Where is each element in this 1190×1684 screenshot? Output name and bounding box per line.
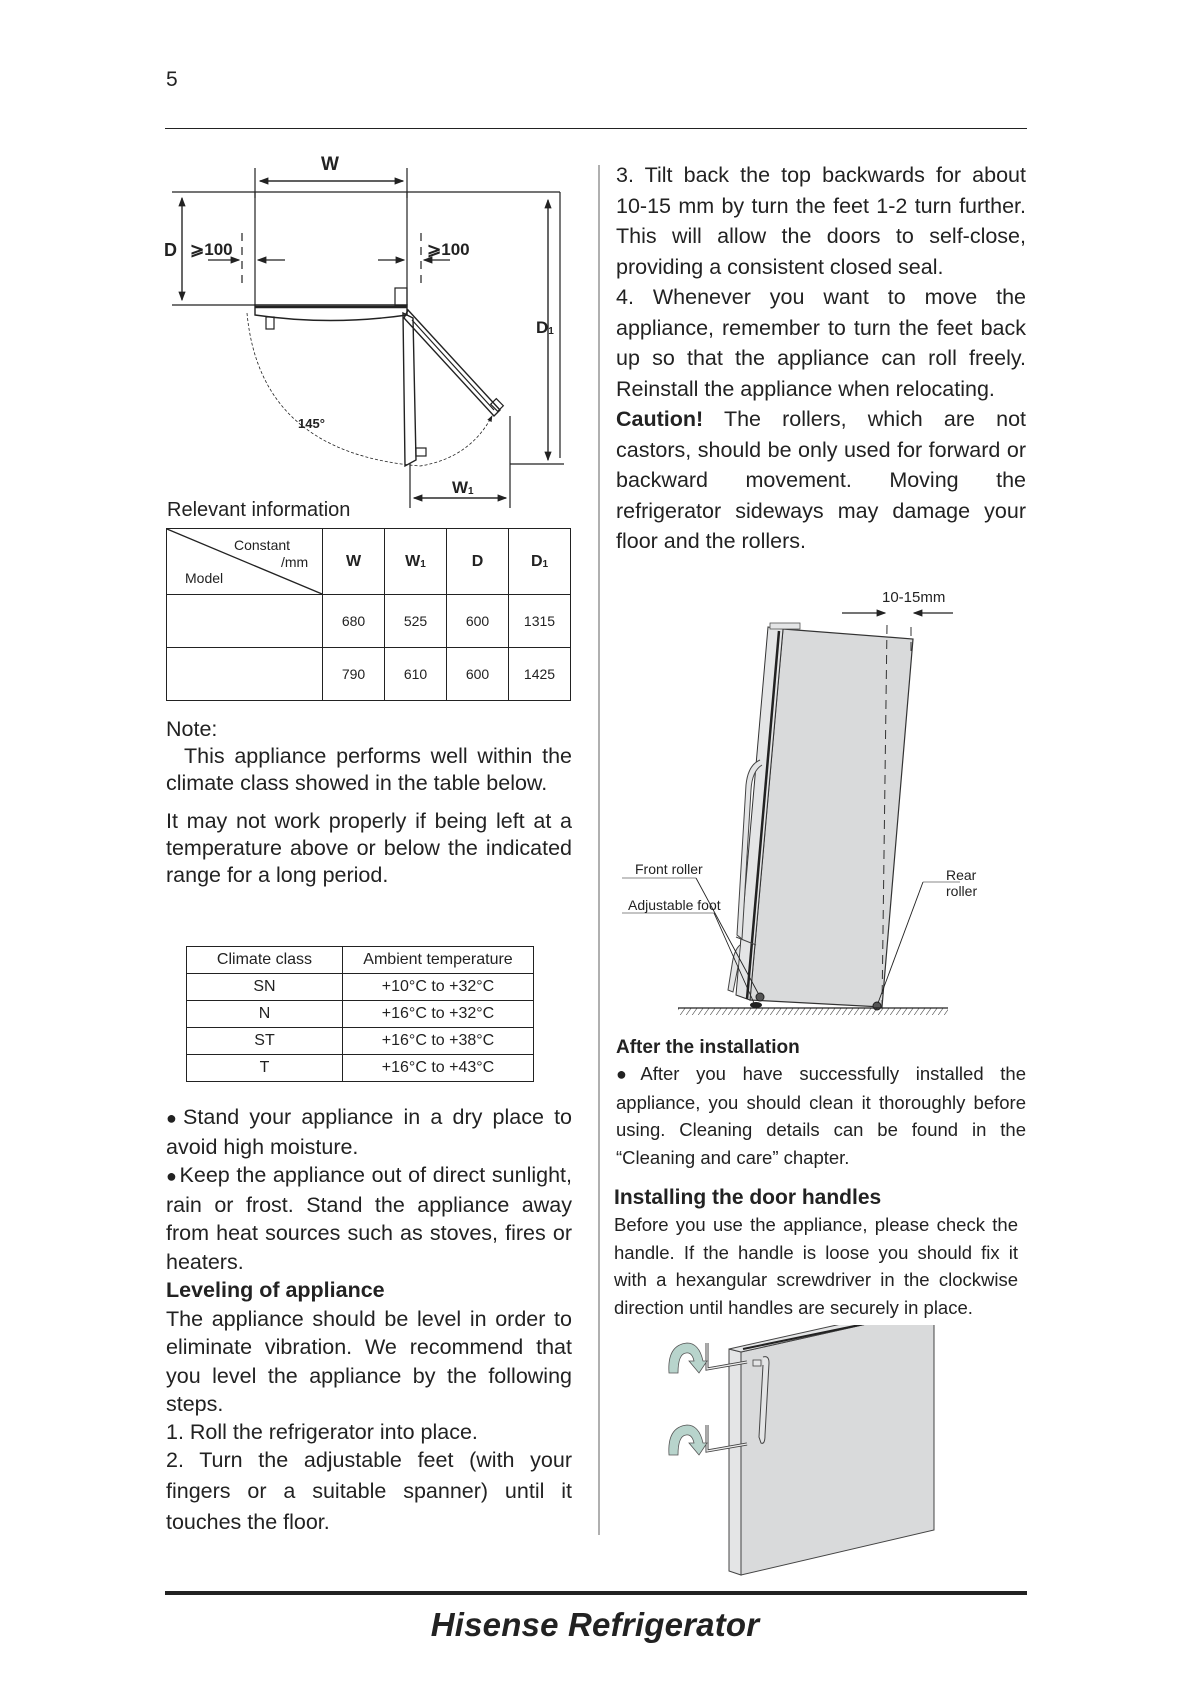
header-rule <box>165 128 1027 129</box>
note-text-1: This appliance performs well within the climate class showed in the table below. <box>166 744 572 795</box>
note-text-2: It may not work properly if being left at a temperature above or below the indicated range for a long period. <box>166 809 572 887</box>
leveling-step-3: 3. Tilt back the top backwards for about 10-15 mm by turn the feet 1-2 turn further. This will allow the doors to self-close, providing a consistent closed seal. <box>616 163 1026 279</box>
clearance-right-label: ⩾100 <box>427 240 470 259</box>
relevant-info-title: Relevant information <box>167 499 351 521</box>
door-handles-heading: Installing the door handles <box>614 1186 882 1209</box>
header-model: Model <box>185 570 224 586</box>
climate-header-row <box>187 947 534 974</box>
after-installation-text: ● After you have successfully installed the appliance, you should clean it thoroughly before using. Cleaning details can be found in the “Cleaning and care” chapter. <box>616 1060 1026 1171</box>
caution-text: The rollers, which are not castors, should be only used for forward or backward movement. Moving the refrigerator sideways may damage your floor and the rollers. <box>616 407 1026 553</box>
footer-rule <box>165 1591 1027 1595</box>
label-w: W <box>321 154 339 175</box>
col-header-w: W <box>323 529 385 595</box>
label-d: D <box>164 240 177 260</box>
climate-class-cell: SN <box>187 974 343 1001</box>
temperature-cell: +16°C to +32°C <box>343 1001 534 1028</box>
header-constant: Constant <box>234 537 291 553</box>
after-installation-heading: After the installation <box>616 1037 800 1058</box>
fridge-top-view-illustration <box>160 148 590 508</box>
caution-paragraph <box>616 404 1026 557</box>
leveling-step-1: 1. Roll the refrigerator into place. <box>166 1419 478 1444</box>
temperature-cell: +16°C to +38°C <box>343 1028 534 1055</box>
clearance-left-label: ⩾100 <box>190 240 233 259</box>
dimension-diagram <box>160 148 590 508</box>
cell-w: 790 <box>323 648 385 701</box>
bullet-dry-place: ● Stand your appliance in a dry place to avoid high moisture. <box>166 1103 572 1161</box>
right-text-block <box>616 160 1026 557</box>
column-divider <box>598 165 600 1535</box>
cell-d: 600 <box>447 648 509 701</box>
tilted-fridge-illustration <box>620 595 960 1015</box>
cell-w1: 525 <box>385 595 447 648</box>
temperature-cell: +16°C to +43°C <box>343 1055 534 1082</box>
cell-d1: 1425 <box>509 648 571 701</box>
door-handle-illustration <box>665 1325 945 1585</box>
cell-w: 680 <box>323 595 385 648</box>
climate-class-cell: T <box>187 1055 343 1082</box>
door-handles-text: Before you use the appliance, please check the handle. If the handle is loose you should fix it with a hexangular screwdriver in the clockwise direction until handles are securely in place. <box>614 1214 1018 1318</box>
col-header-w1: W1 <box>385 529 447 595</box>
leveling-step-2: 2. Turn the adjustable feet (with your fingers or a suitable spanner) until it touches the floor. <box>166 1447 572 1534</box>
label-d1: D1 <box>536 318 554 337</box>
leveling-step-4: 4. Whenever you want to move the appliance, remember to turn the feet back up so that the appliance can roll freely. Reinstall the appliance when relocating. <box>616 285 1026 401</box>
table-row <box>187 974 534 1001</box>
rear-roller-label: Rear roller <box>946 867 978 899</box>
page-number: 5 <box>166 68 178 91</box>
col-header-d1: D1 <box>509 529 571 595</box>
table-row <box>187 1001 534 1028</box>
angle-label: 145° <box>298 416 325 431</box>
header-climate-class: Climate class <box>187 947 343 974</box>
adjustable-foot-label: Adjustable foot <box>628 897 721 913</box>
table-row <box>167 595 571 648</box>
header-ambient-temperature: Ambient temperature <box>343 947 534 974</box>
tilt-figure <box>620 589 978 1015</box>
door-handles-section <box>614 1185 1018 1321</box>
climate-class-cell: ST <box>187 1028 343 1055</box>
rotate-clockwise-icon <box>669 1343 707 1455</box>
temperature-cell: +10°C to +32°C <box>343 974 534 1001</box>
note-title: Note: <box>166 717 218 741</box>
left-text-block <box>166 1103 572 1538</box>
tilt-distance-label: 10-15mm <box>882 589 946 606</box>
climate-class-cell: N <box>187 1001 343 1028</box>
col-header-d: D <box>447 529 509 595</box>
table-row <box>187 1055 534 1082</box>
cell-w1: 610 <box>385 648 447 701</box>
cell-d: 600 <box>447 595 509 648</box>
caution-label: Caution! <box>616 407 704 431</box>
footer-brand: Hisense Refrigerator <box>430 1606 760 1643</box>
leveling-intro: The appliance should be level in order to eliminate vibration. We recommend that you level the appliance by the following steps. <box>166 1306 572 1416</box>
bullet-sunlight: ● Keep the appliance out of direct sunlight, rain or frost. Stand the appliance away from heat sources such as stoves, fires or heaters. <box>166 1161 572 1276</box>
table-row <box>167 648 571 701</box>
after-installation-section <box>616 1036 1026 1171</box>
model-cell <box>167 648 323 701</box>
door-handle-figure <box>665 1325 945 1585</box>
diagonal-header-cell <box>167 529 323 595</box>
note-section <box>166 716 572 889</box>
front-roller-label: Front roller <box>635 861 703 877</box>
model-cell <box>167 595 323 648</box>
dimensions-table <box>166 528 571 701</box>
table-row <box>187 1028 534 1055</box>
table-header-row <box>167 529 571 595</box>
label-w1: W1 <box>452 478 474 497</box>
cell-d1: 1315 <box>509 595 571 648</box>
leveling-heading: Leveling of appliance <box>166 1278 385 1302</box>
climate-class-table <box>186 946 534 1082</box>
header-unit: /mm <box>281 554 309 570</box>
